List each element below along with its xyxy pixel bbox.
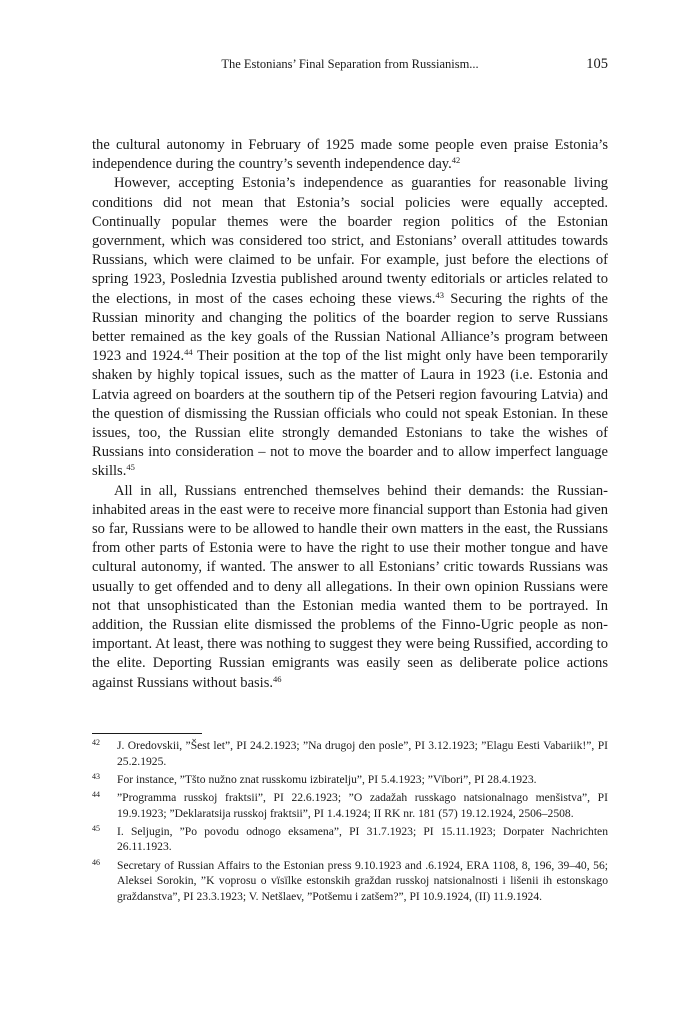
text-run: Their position at the top of the list might only have been temporarily shaken by highly topical issues, such as the matter of Laura in 1923 (i.e. Estonia and Latvia agreed on boarders at the southern tip of the Petseri region favouring Latvia) and the question of dismissing the Russian officials who could not speak Estonian. In these issues, too, the Russian elite strongly demanded Estonians to take the wishes of Russians into consideration – not to move the boarder and to allow imperfect language skills. bbox=[92, 348, 608, 480]
footnote-number: 44 bbox=[92, 790, 100, 800]
footnote-number: 42 bbox=[92, 738, 100, 747]
footnote-ref: 45 bbox=[126, 462, 135, 473]
text-run: However, accepting Estonia’s independence as guaranties for reasonable living conditions did not mean that Estonia’s social policies were equally accepted. Continually popular themes were the boarder region politics of the Estonian government, which was considered too strict, and Estonians’ overall attitudes towards Russians, which were claimed to be unfair. For example, just before the elections of spring 1923, Poslednia Izvestia published around twenty editorials or articles related to the elections, in most of the cases echoing these views. bbox=[92, 175, 608, 307]
text-run: All in all, Russians entrenched themselves behind their demands: the Russian-inhabited areas in the east were to receive more financial support than Estonia had given so far, Russians were to be allowed to handle their own matters in the east, the Russians from other parts of Estonia were to have the right to use their mother tongue and have cultural autonomy, if wanted. The answer to all Estonians’ critic towards Russians was usually to get offended and to deny all allegations. In their own opinion Russians were not that unsophisticated than the Estonian media wanted them to be portrayed. In addition, the Russian elite dismissed the problems of the Finno-Ugric people as non-important. At least, there was nothing to suggest they were being Russified, according to the elite. Deporting Russian emigrants was easily seen as deliberate police actions against Russians without basis. bbox=[92, 482, 608, 691]
footnote bbox=[92, 790, 608, 821]
paragraph bbox=[92, 136, 608, 174]
running-head bbox=[92, 56, 608, 76]
text-run: the cultural autonomy in February of 1925 made some people even praise Estonia’s independence during the country’s seventh independence day. bbox=[92, 137, 608, 173]
footnote bbox=[92, 772, 608, 788]
footnote-rule bbox=[92, 733, 202, 734]
footnote-text: For instance, ”Tšto nužno znat russkomu izbiratelju”, PI 5.4.1923; ”Vïbori”, PI 28.4.1923. bbox=[117, 772, 537, 786]
footnote-ref: 42 bbox=[451, 155, 461, 166]
footnote-text: I. Seljugin, ”Po povodu odnogo eksamena”, PI 31.7.1923; PI 15.11.1923; Dorpater Nachrichten 26.11.1923. bbox=[117, 824, 608, 854]
text-run: Securing the rights of the Russian minority and changing the politics of the boarder region to serve Russians better remained as the key goals of the Russian National Alliance’s program between 1923 and 1924. bbox=[92, 290, 608, 365]
footnote-ref: 44 bbox=[184, 347, 193, 358]
footnote bbox=[92, 738, 608, 769]
body-text bbox=[92, 136, 608, 693]
page-number: 105 bbox=[586, 56, 608, 72]
paragraph bbox=[92, 174, 608, 481]
footnote-ref: 43 bbox=[435, 289, 444, 300]
footnote bbox=[92, 824, 608, 855]
footnote-text: Secretary of Russian Affairs to the Estonian press 9.10.1923 and .6.1924, ERA 1108, 8, 196, 39–40, 56; Aleksei Sorokin, ”K voprosu o vïsïlke estonskih graždan russkoj natsionalnosti i lišenii ih estonskago graždanstva”, PI 23.3.1923; V. Netšlaev, ”Potšemu i zatšem?”, PI 10.9.1924, (II) 11.9.1924. bbox=[117, 858, 608, 903]
paragraph bbox=[92, 482, 608, 693]
footnotes bbox=[92, 738, 608, 907]
footnote-text: J. Oredovskii, ”Šest let”, PI 24.2.1923; ”Na drugoj den posle”, PI 3.12.1923; ”Elagu Eesti Vabariik!”, PI 25.2.1925. bbox=[117, 739, 608, 768]
footnote-ref: 46 bbox=[273, 673, 282, 684]
footnote-number: 45 bbox=[92, 823, 100, 833]
running-title: The Estonians’ Final Separation from Russianism... bbox=[221, 57, 479, 71]
footnote-text: ”Programma russkoj fraktsii”, PI 22.6.1923; ”O zadažah russkago natsionalnago menšistva”, PI 19.9.1923; ”Deklaratsija russkoj fraktsii”, PI 1.4.1924; II RK nr. 181 (57) 19.12.1924, 2506–2508. bbox=[117, 791, 608, 820]
footnote-number: 43 bbox=[92, 771, 100, 781]
footnote bbox=[92, 858, 608, 905]
footnote-number: 46 bbox=[92, 857, 100, 867]
